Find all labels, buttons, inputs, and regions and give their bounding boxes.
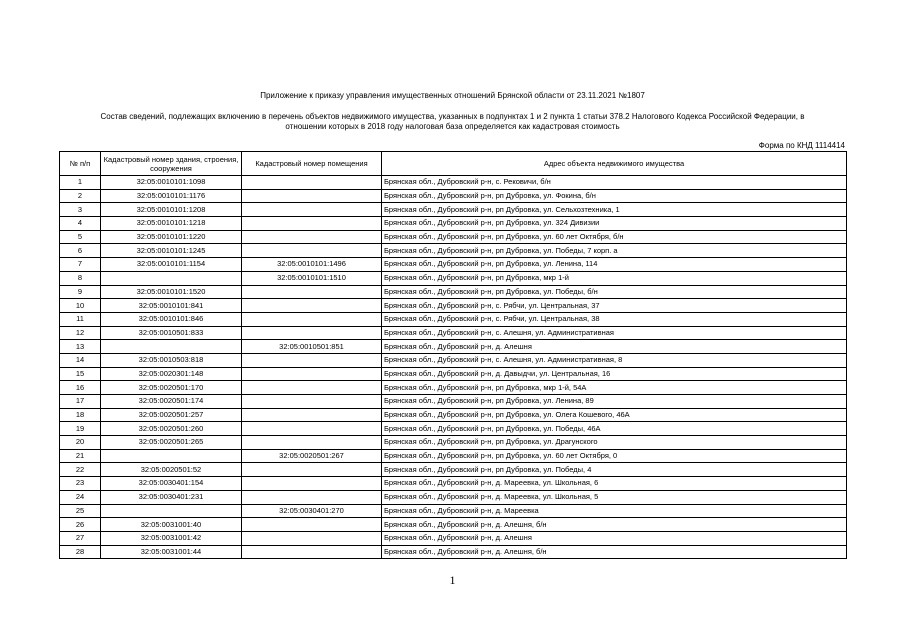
premises-cadastral-number: 32:05:0010501:851 bbox=[242, 340, 382, 354]
building-cadastral-number: 32:05:0010101:846 bbox=[101, 312, 242, 326]
table-row bbox=[60, 422, 847, 436]
premises-cadastral-number bbox=[242, 545, 382, 559]
address: Брянская обл., Дубровский р-н, рп Дубровка, ул. Олега Кошевого, 46А bbox=[382, 408, 847, 422]
address: Брянская обл., Дубровский р-н, рп Дубровка, ул. 60 лет Октября, 0 bbox=[382, 449, 847, 463]
column-header-premises-cadastral: Кадастровый номер помещения bbox=[242, 152, 382, 176]
premises-cadastral-number: 32:05:0010101:1496 bbox=[242, 258, 382, 272]
building-cadastral-number: 32:05:0010101:1218 bbox=[101, 217, 242, 231]
address: Брянская обл., Дубровский р-н, с. Алешня, ул. Административная, 8 bbox=[382, 353, 847, 367]
table-row bbox=[60, 490, 847, 504]
row-number: 9 bbox=[60, 285, 101, 299]
row-number: 3 bbox=[60, 203, 101, 217]
building-cadastral-number: 32:05:0031001:42 bbox=[101, 531, 242, 545]
table-row bbox=[60, 408, 847, 422]
premises-cadastral-number bbox=[242, 531, 382, 545]
row-number: 2 bbox=[60, 189, 101, 203]
document-description bbox=[55, 112, 850, 132]
table-row bbox=[60, 203, 847, 217]
table-row bbox=[60, 477, 847, 491]
table-body bbox=[60, 176, 847, 559]
building-cadastral-number: 32:05:0020501:257 bbox=[101, 408, 242, 422]
property-table bbox=[59, 151, 847, 559]
building-cadastral-number: 32:05:0020501:260 bbox=[101, 422, 242, 436]
building-cadastral-number bbox=[101, 340, 242, 354]
table-row bbox=[60, 518, 847, 532]
table-row bbox=[60, 176, 847, 190]
row-number: 8 bbox=[60, 271, 101, 285]
address: Брянская обл., Дубровский р-н, рп Дубровка, ул. Сельхозтехника, 1 bbox=[382, 203, 847, 217]
premises-cadastral-number bbox=[242, 463, 382, 477]
address: Брянская обл., Дубровский р-н, с. Алешня, ул. Административная bbox=[382, 326, 847, 340]
building-cadastral-number: 32:05:0030401:231 bbox=[101, 490, 242, 504]
building-cadastral-number: 32:05:0020501:170 bbox=[101, 381, 242, 395]
table-row bbox=[60, 545, 847, 559]
premises-cadastral-number bbox=[242, 189, 382, 203]
address: Брянская обл., Дубровский р-н, с. Рековичи, б/н bbox=[382, 176, 847, 190]
description-line-2: отношении которых в 2018 году налоговая база определяется как кадастровая стоимость bbox=[285, 122, 620, 131]
building-cadastral-number: 32:05:0031001:40 bbox=[101, 518, 242, 532]
building-cadastral-number: 32:05:0010101:1220 bbox=[101, 230, 242, 244]
address: Брянская обл., Дубровский р-н, д. Алешня, б/н bbox=[382, 518, 847, 532]
row-number: 5 bbox=[60, 230, 101, 244]
premises-cadastral-number bbox=[242, 312, 382, 326]
table-row bbox=[60, 271, 847, 285]
premises-cadastral-number bbox=[242, 490, 382, 504]
premises-cadastral-number bbox=[242, 436, 382, 450]
address: Брянская обл., Дубровский р-н, рп Дубровка, ул. Победы, 7 корп. а bbox=[382, 244, 847, 258]
row-number: 13 bbox=[60, 340, 101, 354]
premises-cadastral-number bbox=[242, 285, 382, 299]
building-cadastral-number: 32:05:0020501:174 bbox=[101, 395, 242, 409]
table-header-row bbox=[60, 152, 847, 176]
row-number: 14 bbox=[60, 353, 101, 367]
building-cadastral-number: 32:05:0010101:1245 bbox=[101, 244, 242, 258]
building-cadastral-number: 32:05:0020501:265 bbox=[101, 436, 242, 450]
table-row bbox=[60, 189, 847, 203]
page-number: 1 bbox=[449, 573, 456, 587]
address: Брянская обл., Дубровский р-н, рп Дубровка, ул. Победы, б/н bbox=[382, 285, 847, 299]
address: Брянская обл., Дубровский р-н, рп Дубровка, ул. Фокина, б/н bbox=[382, 189, 847, 203]
building-cadastral-number: 32:05:0010503:818 bbox=[101, 353, 242, 367]
row-number: 17 bbox=[60, 395, 101, 409]
address: Брянская обл., Дубровский р-н, рп Дубровка, ул. 60 лет Октября, б/н bbox=[382, 230, 847, 244]
building-cadastral-number: 32:05:0030401:154 bbox=[101, 477, 242, 491]
building-cadastral-number bbox=[101, 271, 242, 285]
row-number: 27 bbox=[60, 531, 101, 545]
row-number: 16 bbox=[60, 381, 101, 395]
address: Брянская обл., Дубровский р-н, рп Дубровка, ул. Победы, 46А bbox=[382, 422, 847, 436]
building-cadastral-number bbox=[101, 449, 242, 463]
row-number: 26 bbox=[60, 518, 101, 532]
address: Брянская обл., Дубровский р-н, рп Дубровка, мкр 1-й bbox=[382, 271, 847, 285]
address: Брянская обл., Дубровский р-н, д. Мареевка, ул. Школьная, 5 bbox=[382, 490, 847, 504]
building-cadastral-number: 32:05:0031001:44 bbox=[101, 545, 242, 559]
row-number: 18 bbox=[60, 408, 101, 422]
address: Брянская обл., Дубровский р-н, с. Рябчи, ул. Центральная, 38 bbox=[382, 312, 847, 326]
table-row bbox=[60, 436, 847, 450]
premises-cadastral-number: 32:05:0030401:270 bbox=[242, 504, 382, 518]
row-number: 21 bbox=[60, 449, 101, 463]
table-row bbox=[60, 381, 847, 395]
table-row bbox=[60, 531, 847, 545]
table-row bbox=[60, 449, 847, 463]
building-cadastral-number: 32:05:0010101:1176 bbox=[101, 189, 242, 203]
row-number: 4 bbox=[60, 217, 101, 231]
premises-cadastral-number bbox=[242, 299, 382, 313]
appendix-title: Приложение к приказу управления имущественных отношений Брянской области от 23.11.2021 №1807 bbox=[260, 91, 645, 100]
row-number: 23 bbox=[60, 477, 101, 491]
address: Брянская обл., Дубровский р-н, д. Давыдчи, ул. Центральная, 16 bbox=[382, 367, 847, 381]
row-number: 24 bbox=[60, 490, 101, 504]
table-row bbox=[60, 463, 847, 477]
row-number: 1 bbox=[60, 176, 101, 190]
premises-cadastral-number bbox=[242, 244, 382, 258]
address: Брянская обл., Дубровский р-н, рп Дубровка, ул. Ленина, 114 bbox=[382, 258, 847, 272]
premises-cadastral-number bbox=[242, 518, 382, 532]
premises-cadastral-number bbox=[242, 395, 382, 409]
address: Брянская обл., Дубровский р-н, рп Дубровка, мкр 1-й, 54А bbox=[382, 381, 847, 395]
column-header-address: Адрес объекта недвижимого имущества bbox=[382, 152, 847, 176]
building-cadastral-number: 32:05:0020501:52 bbox=[101, 463, 242, 477]
address: Брянская обл., Дубровский р-н, рп Дубровка, ул. 324 Дивизии bbox=[382, 217, 847, 231]
table-row bbox=[60, 299, 847, 313]
building-cadastral-number: 32:05:0010101:1208 bbox=[101, 203, 242, 217]
premises-cadastral-number bbox=[242, 408, 382, 422]
row-number: 6 bbox=[60, 244, 101, 258]
description-line-1: Состав сведений, подлежащих включению в перечень объектов недвижимого имущества, указанных в подпунктах 1 и 2 пункта 1 статьи 378.2 Налогового Кодекса Российской Федерации, в bbox=[100, 112, 805, 121]
table-row bbox=[60, 244, 847, 258]
address: Брянская обл., Дубровский р-н, д. Алешня bbox=[382, 531, 847, 545]
column-header-number: № п/п bbox=[60, 152, 101, 176]
table-row bbox=[60, 395, 847, 409]
table-header bbox=[60, 152, 847, 176]
row-number: 11 bbox=[60, 312, 101, 326]
premises-cadastral-number bbox=[242, 367, 382, 381]
table-row bbox=[60, 367, 847, 381]
table-row bbox=[60, 326, 847, 340]
row-number: 12 bbox=[60, 326, 101, 340]
row-number: 28 bbox=[60, 545, 101, 559]
row-number: 15 bbox=[60, 367, 101, 381]
premises-cadastral-number bbox=[242, 326, 382, 340]
premises-cadastral-number: 32:05:0020501:267 bbox=[242, 449, 382, 463]
address: Брянская обл., Дубровский р-н, д. Алешня bbox=[382, 340, 847, 354]
form-code-label: Форма по КНД 1114414 bbox=[758, 141, 845, 150]
building-cadastral-number: 32:05:0010101:1098 bbox=[101, 176, 242, 190]
building-cadastral-number: 32:05:0020301:148 bbox=[101, 367, 242, 381]
address: Брянская обл., Дубровский р-н, рп Дубровка, ул. Ленина, 89 bbox=[382, 395, 847, 409]
premises-cadastral-number bbox=[242, 353, 382, 367]
address: Брянская обл., Дубровский р-н, с. Рябчи, ул. Центральная, 37 bbox=[382, 299, 847, 313]
table-row bbox=[60, 504, 847, 518]
address: Брянская обл., Дубровский р-н, д. Мареевка, ул. Школьная, 6 bbox=[382, 477, 847, 491]
building-cadastral-number: 32:05:0010101:1154 bbox=[101, 258, 242, 272]
address: Брянская обл., Дубровский р-н, рп Дубровка, ул. Драгунского bbox=[382, 436, 847, 450]
table-row bbox=[60, 230, 847, 244]
premises-cadastral-number bbox=[242, 203, 382, 217]
building-cadastral-number: 32:05:0010501:833 bbox=[101, 326, 242, 340]
premises-cadastral-number bbox=[242, 230, 382, 244]
table-row bbox=[60, 258, 847, 272]
table-row bbox=[60, 217, 847, 231]
premises-cadastral-number bbox=[242, 381, 382, 395]
building-cadastral-number bbox=[101, 504, 242, 518]
premises-cadastral-number: 32:05:0010101:1510 bbox=[242, 271, 382, 285]
premises-cadastral-number bbox=[242, 477, 382, 491]
table-row bbox=[60, 285, 847, 299]
row-number: 22 bbox=[60, 463, 101, 477]
row-number: 10 bbox=[60, 299, 101, 313]
row-number: 19 bbox=[60, 422, 101, 436]
address: Брянская обл., Дубровский р-н, д. Алешня, б/н bbox=[382, 545, 847, 559]
premises-cadastral-number bbox=[242, 176, 382, 190]
column-header-building-cadastral: Кадастровый номер здания, строения, сооружения bbox=[101, 152, 242, 176]
address: Брянская обл., Дубровский р-н, д. Мареевка bbox=[382, 504, 847, 518]
address: Брянская обл., Дубровский р-н, рп Дубровка, ул. Победы, 4 bbox=[382, 463, 847, 477]
row-number: 25 bbox=[60, 504, 101, 518]
building-cadastral-number: 32:05:0010101:1520 bbox=[101, 285, 242, 299]
premises-cadastral-number bbox=[242, 422, 382, 436]
row-number: 20 bbox=[60, 436, 101, 450]
premises-cadastral-number bbox=[242, 217, 382, 231]
table-row bbox=[60, 340, 847, 354]
table-row bbox=[60, 353, 847, 367]
table-row bbox=[60, 312, 847, 326]
building-cadastral-number: 32:05:0010101:841 bbox=[101, 299, 242, 313]
row-number: 7 bbox=[60, 258, 101, 272]
